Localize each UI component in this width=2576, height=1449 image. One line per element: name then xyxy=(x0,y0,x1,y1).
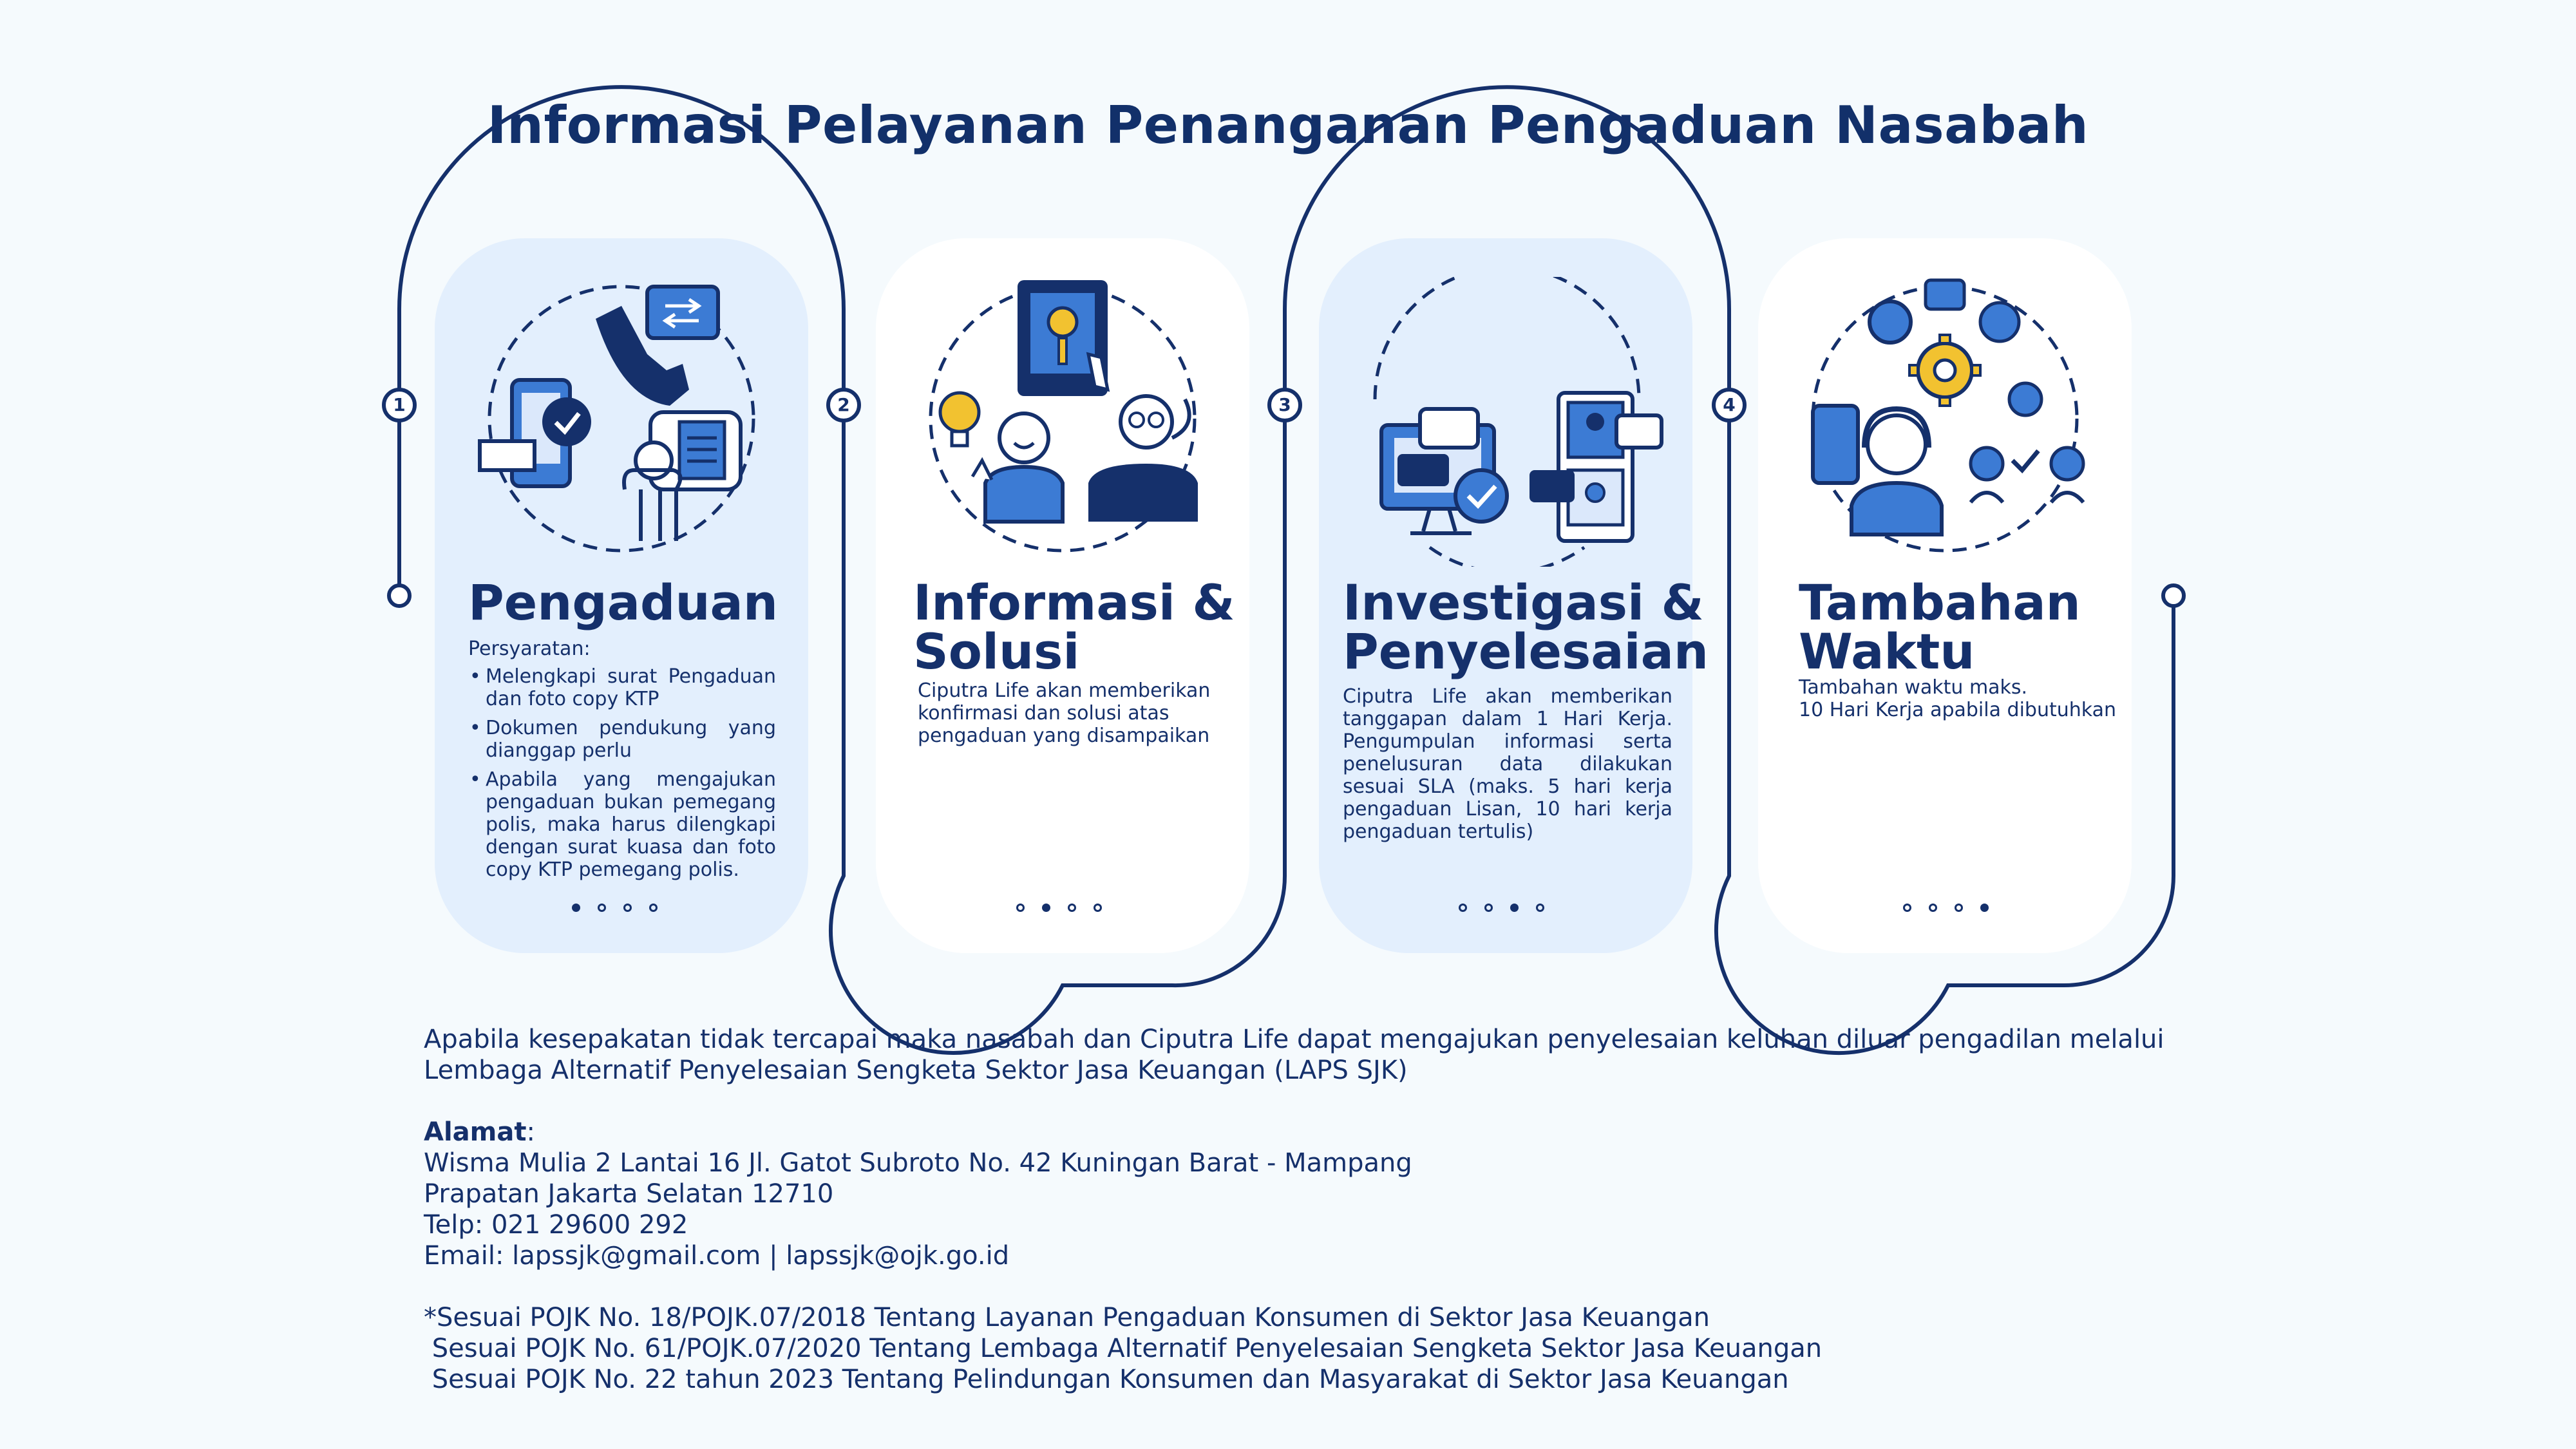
step-3-badge: 3 xyxy=(1267,388,1302,422)
requirement-item: • Dokumen pendukung yang dianggap perlu xyxy=(468,717,776,762)
footer-intro-line1: Apabila kesepakatan tidak tercapai maka nasabah dan Ciputra Life dapat mengajukan penyelesaian keluhan diluar pengadilan melalui xyxy=(424,1025,2164,1054)
step-2-badge: 2 xyxy=(826,388,861,422)
progress-dot xyxy=(1903,904,1911,912)
requirement-item: • Apabila yang mengajukan pengaduan bukan pemegang polis, maka harus dilengkapi dengan surat kuasa dan foto copy KTP pemegang polis. xyxy=(468,768,776,881)
progress-dot xyxy=(1016,904,1025,912)
step-1-requirements xyxy=(468,665,776,881)
end-endpoint xyxy=(2163,585,2184,606)
step-3-title-line1: Investigasi & xyxy=(1343,574,1704,631)
address-line1: Wisma Mulia 2 Lantai 16 Jl. Gatot Subroto No. 42 Kuningan Barat - Mampang xyxy=(424,1148,1412,1178)
support-network-icon xyxy=(1784,277,2106,567)
regulation-line: Sesuai POJK No. 61/POJK.07/2020 Tentang Lembaga Alternatif Penyelesaian Sengketa Sektor Jasa Keuangan xyxy=(424,1334,1823,1363)
step-4-title-line2: Waktu xyxy=(1799,623,1975,680)
step-4-text-line1: Tambahan waktu maks. xyxy=(1799,676,2028,699)
progress-dot xyxy=(649,904,658,912)
address-label: Alamat xyxy=(424,1117,527,1147)
step-3-title-line2: Penyelesaian xyxy=(1343,623,1709,680)
step-2-title-line2: Solusi xyxy=(913,623,1080,680)
progress-dot xyxy=(1459,904,1467,912)
step-1-title: Pengaduan xyxy=(468,574,778,631)
email-address: Email: lapssjk@gmail.com | lapssjk@ojk.go.id xyxy=(424,1241,1010,1271)
progress-dot xyxy=(1484,904,1493,912)
page-title: Informasi Pelayanan Penanganan Pengaduan Nasabah xyxy=(487,95,2089,155)
step-4-description xyxy=(1799,676,2134,721)
progress-dot xyxy=(1510,904,1519,912)
progress-dot xyxy=(1042,904,1050,912)
step-4-badge: 4 xyxy=(1712,388,1747,422)
progress-dot xyxy=(623,904,632,912)
progress-dot xyxy=(1068,904,1076,912)
phone-number: Telp: 021 29600 292 xyxy=(424,1210,688,1240)
step-1-description xyxy=(468,638,776,887)
step-2-description: Ciputra Life akan memberikan konfirmasi dan solusi atas pengaduan yang disampaikan xyxy=(918,679,1211,747)
requirement-item: • Melengkapi surat Pengaduan dan foto copy KTP xyxy=(468,665,776,710)
phone-complaint-icon xyxy=(460,277,782,567)
progress-dot xyxy=(1980,904,1989,912)
progress-dot xyxy=(598,904,606,912)
progress-dot xyxy=(1929,904,1937,912)
step-4-text-line2: 10 Hari Kerja apabila dibutuhkan xyxy=(1799,699,2116,721)
progress-dot xyxy=(572,904,580,912)
address-line2: Prapatan Jakarta Selatan 12710 xyxy=(424,1179,834,1209)
step-1-intro: Persyaratan: xyxy=(468,638,591,660)
progress-dot xyxy=(1955,904,1963,912)
step-3-description: Ciputra Life akan memberikan tanggapan dalam 1 Hari Kerja. Pengumpulan informasi serta penelusuran data dilakukan sesuai SLA (maks. 5 hari kerja pengaduan Lisan, 10 hari kerja pengaduan tertulis) xyxy=(1343,685,1672,843)
investigation-icon xyxy=(1346,277,1668,567)
step-1-badge: 1 xyxy=(382,388,417,422)
step-4-title-line1: Tambahan xyxy=(1799,574,2081,631)
start-endpoint xyxy=(389,585,410,606)
step-2-title-line1: Informasi & xyxy=(913,574,1235,631)
address-heading: Alamat: xyxy=(424,1117,535,1147)
progress-dot xyxy=(1094,904,1102,912)
step-4-progress-dots xyxy=(1903,904,2289,912)
progress-dot xyxy=(1536,904,1544,912)
information-solution-icon xyxy=(902,277,1224,567)
regulation-line: *Sesuai POJK No. 18/POJK.07/2018 Tentang Layanan Pengaduan Konsumen di Sektor Jasa Keuangan xyxy=(424,1303,1710,1332)
footer-intro-line2: Lembaga Alternatif Penyelesaian Sengketa Sektor Jasa Keuangan (LAPS SJK) xyxy=(424,1056,1408,1085)
regulation-line: Sesuai POJK No. 22 tahun 2023 Tentang Pelindungan Konsumen dan Masyarakat di Sektor Jasa Keuangan xyxy=(424,1365,1789,1394)
